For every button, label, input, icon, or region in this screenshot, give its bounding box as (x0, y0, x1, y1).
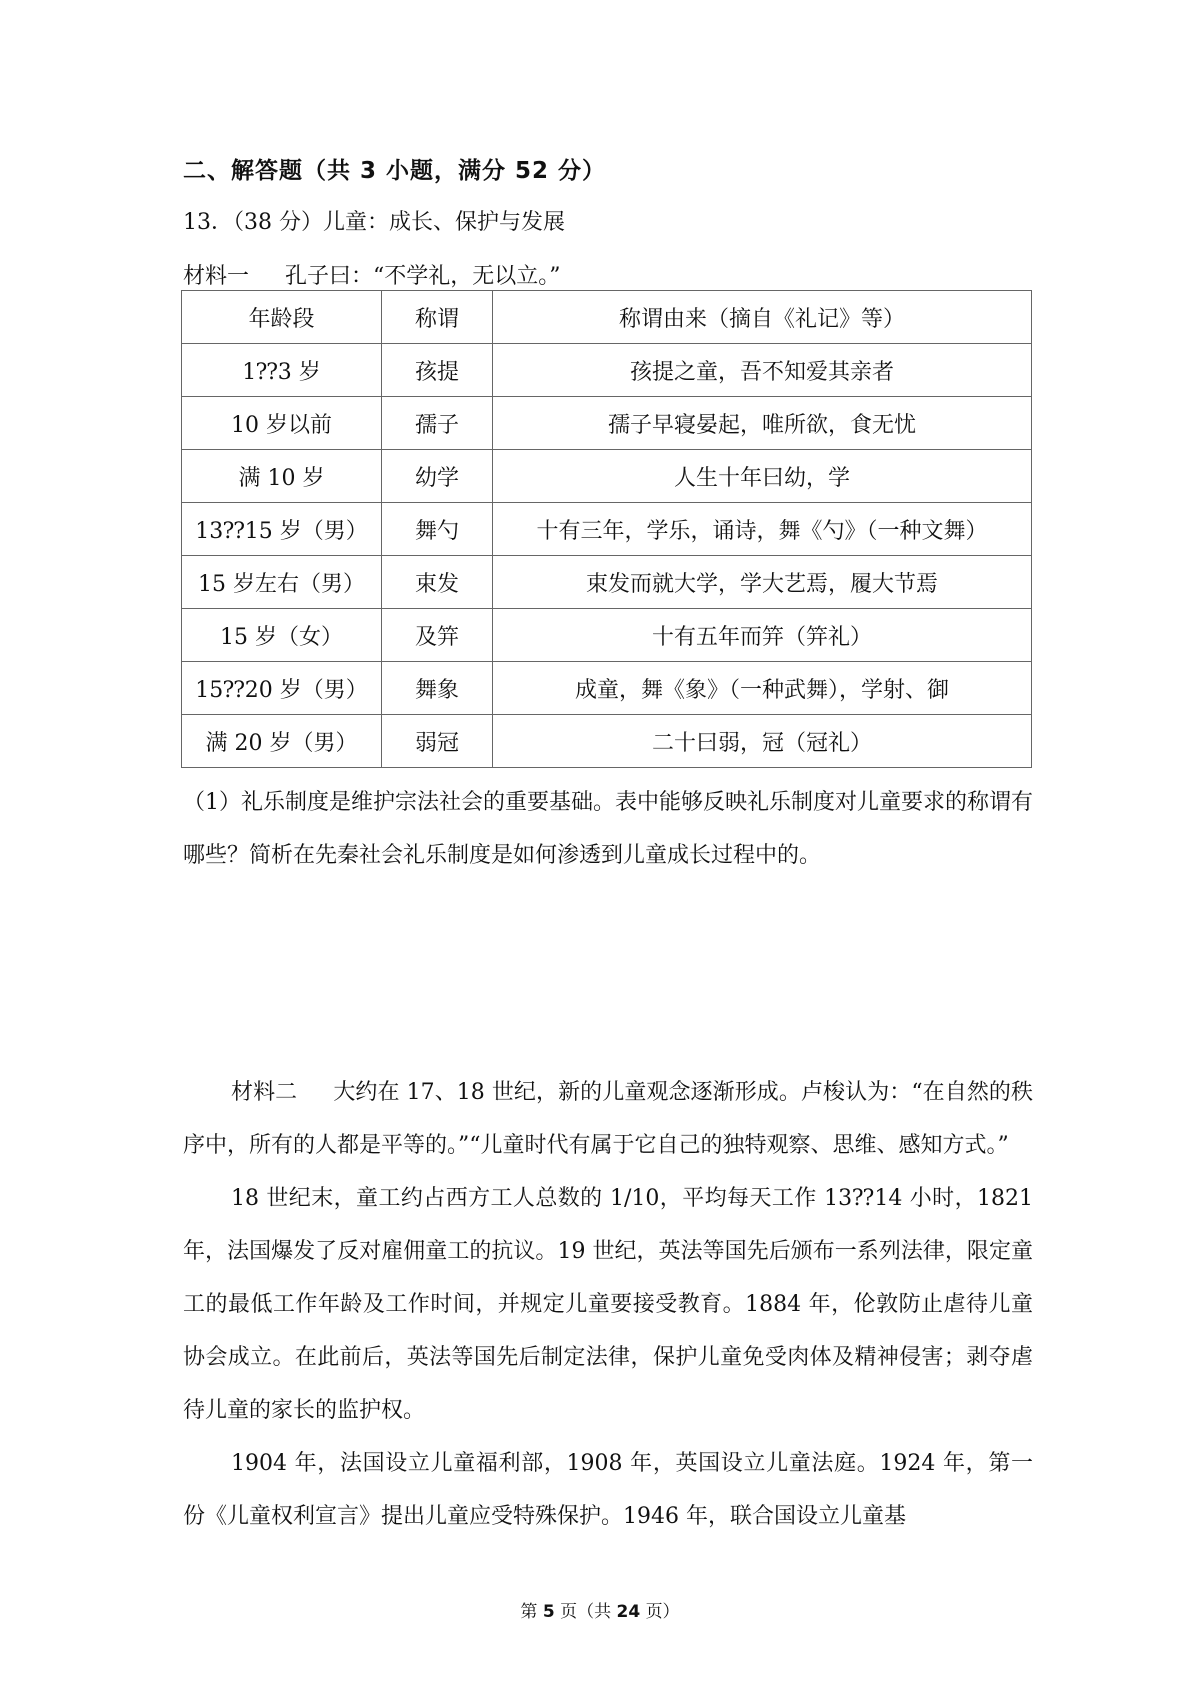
table-row (182, 556, 1032, 609)
table-cell: 孺子早寝晏起，唯所欲，食无忧 (493, 397, 1032, 450)
paragraph-1904: 1904 年，法国设立儿童福利部，1908 年，英国设立儿童法庭。1924 年，第一份《儿童权利宣言》提出儿童应受特殊保护。1946 年，联合国设立儿童基 (183, 1451, 1033, 1529)
material-one-line (183, 259, 561, 290)
age-title-table (181, 290, 1032, 768)
table-cell: 15 岁（女） (182, 609, 382, 662)
table-cell: 舞勺 (382, 503, 493, 556)
question-title: 13．（38 分）儿童：成长、保护与发展 (183, 210, 565, 235)
section-title: 二、解答题（共 3 小题，满分 52 分） (183, 158, 607, 184)
table-header-row (182, 291, 1032, 344)
table-row (182, 609, 1032, 662)
paragraph-18th-century: 18 世纪末，童工约占西方工人总数的 1/10，平均每天工作 13⁇14 小时，1821 年，法国爆发了反对雇佣童工的抗议。19 世纪，英法等国先后颁布一系列法律，限定童工的最低工作年龄及工作时间，并规定儿童要接受教育。1884 年，伦敦防止虐待儿童协会成立。在此前后，英法等国先后制定法律，保护儿童免受肉体及精神侵害；剥夺虐待儿童的家长的监护权。 (183, 1186, 1033, 1423)
page-footer (0, 1597, 1200, 1622)
table-row (182, 344, 1032, 397)
table-cell: 弱冠 (382, 715, 493, 768)
table-cell: 15 岁左右（男） (182, 556, 382, 609)
table-cell: 1⁇3 岁 (182, 344, 382, 397)
table-row (182, 503, 1032, 556)
footer-prefix: 第 (520, 1602, 538, 1622)
table-cell: 幼学 (382, 450, 493, 503)
table-cell: 成童，舞《象》（一种武舞），学射、御 (493, 662, 1032, 715)
sub-question-1: （1）礼乐制度是维护宗法社会的重要基础。表中能够反映礼乐制度对儿童要求的称谓有哪些？简析在先秦社会礼乐制度是如何渗透到儿童成长过程中的。 (183, 790, 1033, 868)
material-one-quote: 孔子曰：“不学礼，无以立。” (285, 264, 561, 289)
table-cell: 满 20 岁（男） (182, 715, 382, 768)
table-cell: 13⁇15 岁（男） (182, 503, 382, 556)
table-cell: 人生十年曰幼，学 (493, 450, 1032, 503)
table-row (182, 397, 1032, 450)
table-header-cell: 称谓 (382, 291, 493, 344)
material-two-paragraph (183, 1066, 1033, 1172)
footer-total-pages: 24 (616, 1602, 641, 1622)
table-cell: 束发 (382, 556, 493, 609)
table-cell: 10 岁以前 (182, 397, 382, 450)
footer-middle: 页（共 (560, 1602, 612, 1622)
material-two-text: 大约在 17、18 世纪，新的儿童观念逐渐形成。卢梭认为：“在自然的秩序中，所有的人都是平等的。”“儿童时代有属于它自己的独特观察、思维、感知方式。” (183, 1080, 1033, 1158)
table-cell: 舞象 (382, 662, 493, 715)
table-header-cell: 称谓由来（摘自《礼记》等） (493, 291, 1032, 344)
footer-suffix: 页） (645, 1602, 680, 1622)
material-one-label: 材料一 (183, 264, 250, 289)
table-row (182, 450, 1032, 503)
table-cell: 十有五年而笄（笄礼） (493, 609, 1032, 662)
table-cell: 二十曰弱，冠（冠礼） (493, 715, 1032, 768)
material-two-label: 材料二 (231, 1080, 298, 1105)
table-row (182, 662, 1032, 715)
table-cell: 及笄 (382, 609, 493, 662)
table-cell: 孩提 (382, 344, 493, 397)
table-cell: 15⁇20 岁（男） (182, 662, 382, 715)
table-cell: 满 10 岁 (182, 450, 382, 503)
table-cell: 孺子 (382, 397, 493, 450)
table-cell: 十有三年，学乐，诵诗，舞《勺》（一种文舞） (493, 503, 1032, 556)
table-header-cell: 年龄段 (182, 291, 382, 344)
footer-page-number: 5 (542, 1602, 555, 1622)
table-cell: 孩提之童，吾不知爱其亲者 (493, 344, 1032, 397)
table-row (182, 715, 1032, 768)
table-cell: 束发而就大学，学大艺焉，履大节焉 (493, 556, 1032, 609)
